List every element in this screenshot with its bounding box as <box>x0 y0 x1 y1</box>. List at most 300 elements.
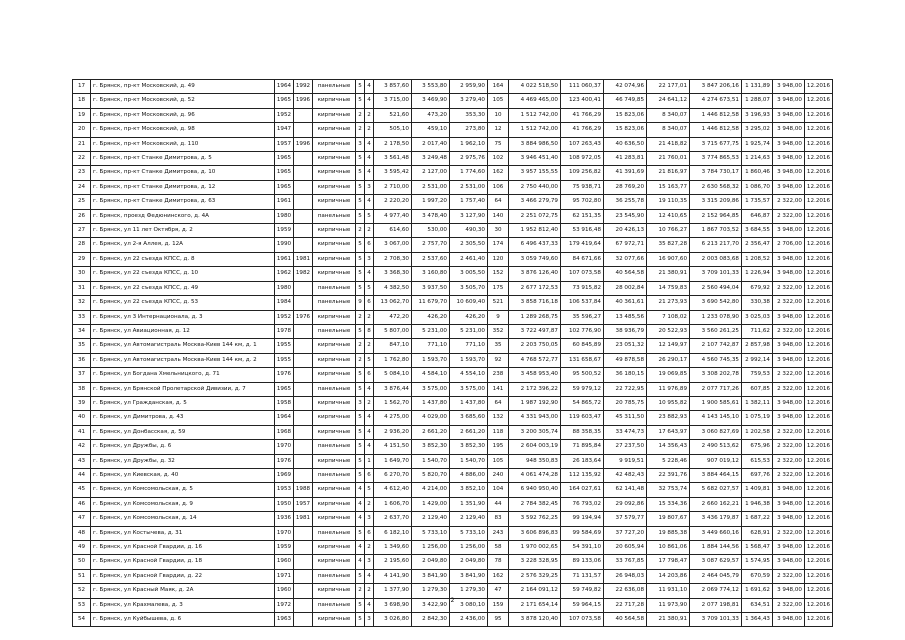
table-cell: 1970 <box>275 440 294 454</box>
table-cell: 2 171 654,14 <box>509 598 561 612</box>
table-row <box>73 137 833 151</box>
table-row <box>73 209 833 223</box>
table-cell: 4 151,50 <box>374 440 412 454</box>
table-cell: 2 322,00 <box>773 368 805 382</box>
table-cell: 37 <box>73 368 91 382</box>
table-cell: 4 <box>365 411 374 425</box>
table-cell: 19 885,38 <box>647 526 690 540</box>
table-cell: 5 231,00 <box>450 324 488 338</box>
table-cell: 5 228,46 <box>647 454 690 468</box>
table-cell: 1 946,38 <box>742 497 773 511</box>
table-cell: 62 141,48 <box>604 483 647 497</box>
table-cell: 2 <box>356 224 365 238</box>
table-cell: 2 322,00 <box>773 382 805 396</box>
table-cell: 175 <box>488 281 509 295</box>
table-cell: 3 948,00 <box>773 166 805 180</box>
table-cell: 2 322,00 <box>773 569 805 583</box>
table-cell: 20 522,93 <box>647 324 690 338</box>
table-cell: 29 092,86 <box>604 497 647 511</box>
table-cell: 1 762,80 <box>374 353 412 367</box>
table-cell: 2 322,00 <box>773 598 805 612</box>
table-cell: 12.2016 <box>805 541 833 555</box>
table-cell: 12.2016 <box>805 80 833 94</box>
table-row <box>73 512 833 526</box>
table-cell: 41 391,69 <box>604 166 647 180</box>
table-cell: 54 865,72 <box>561 396 604 410</box>
table-cell: 3 196,93 <box>742 108 773 122</box>
table-cell: панельные <box>313 80 356 94</box>
table-cell: 2 <box>365 584 374 598</box>
table-cell: 3 948,00 <box>773 310 805 324</box>
table-cell: 60 845,89 <box>561 339 604 353</box>
table-cell: 4 <box>356 555 365 569</box>
table-cell: 4 768 572,77 <box>509 353 561 367</box>
table-cell: 2 <box>356 584 365 598</box>
table-cell: 1960 <box>275 584 294 598</box>
table-cell: 5 <box>356 425 365 439</box>
table-cell: 89 133,06 <box>561 555 604 569</box>
table-cell: 1957 <box>275 137 294 151</box>
table-cell: 490,30 <box>450 224 488 238</box>
table-cell: 3 127,90 <box>450 209 488 223</box>
table-cell: 5 <box>365 353 374 367</box>
table-cell: 2 531,00 <box>450 180 488 194</box>
table-cell: 195 <box>488 440 509 454</box>
table-cell: 4 331 943,00 <box>509 411 561 425</box>
table-cell: 3 841,90 <box>412 569 450 583</box>
table-cell: 3 026,80 <box>374 613 412 627</box>
table-cell: 1 446 812,58 <box>690 108 742 122</box>
table-cell: 5 <box>356 94 365 108</box>
table-cell: 3 <box>365 613 374 627</box>
table-cell: 2 129,40 <box>450 512 488 526</box>
table-cell: 4 584,10 <box>412 368 450 382</box>
table-cell: 1947 <box>275 123 294 137</box>
table-cell: 28 002,84 <box>604 281 647 295</box>
table-cell: г. Брянск, ул Богдана Хмельницкого, д. 71 <box>91 368 275 382</box>
table-cell: 12.2016 <box>805 296 833 310</box>
table-cell: 3 005,50 <box>450 267 488 281</box>
table-cell: 123 400,41 <box>561 94 604 108</box>
table-cell: 23 <box>73 166 91 180</box>
table-cell: 1 540,70 <box>412 454 450 468</box>
table-cell: 17 <box>73 80 91 94</box>
table-cell: кирпичные <box>313 252 356 266</box>
table-cell: панельные <box>313 569 356 583</box>
table-cell: 107 073,58 <box>561 267 604 281</box>
table-cell: 32 753,74 <box>647 483 690 497</box>
table-cell: 5 820,70 <box>412 468 450 482</box>
table-cell: 5 807,00 <box>374 324 412 338</box>
table-cell: 20 785,75 <box>604 396 647 410</box>
table-row <box>73 238 833 252</box>
table-cell: 240 <box>488 468 509 482</box>
table-cell: 521,60 <box>374 108 412 122</box>
table-cell: 12.2016 <box>805 483 833 497</box>
table-cell: 83 <box>488 512 509 526</box>
table-cell: 614,60 <box>374 224 412 238</box>
table-cell: 1952 <box>275 108 294 122</box>
table-cell: 2 630 568,32 <box>690 180 742 194</box>
table-cell: 3 948,00 <box>773 108 805 122</box>
table-cell: 3 876,44 <box>374 382 412 396</box>
table-cell: 84 671,66 <box>561 252 604 266</box>
table-cell: г. Брянск, ул Авиационная, д. 12 <box>91 324 275 338</box>
table-cell: 2 305,50 <box>450 238 488 252</box>
table-cell: 3 690 542,80 <box>690 296 742 310</box>
table-cell: 4 560 745,35 <box>690 353 742 367</box>
table-cell: 12.2016 <box>805 195 833 209</box>
table-cell: 1 409,81 <box>742 483 773 497</box>
table-cell: 521 <box>488 296 509 310</box>
table-cell: 771,10 <box>412 339 450 353</box>
table-cell: 2 220,20 <box>374 195 412 209</box>
table-cell: 3 948,00 <box>773 497 805 511</box>
table-cell <box>294 440 313 454</box>
table-cell: 11 976,89 <box>647 382 690 396</box>
table-cell: 5 <box>356 324 365 338</box>
table-cell: 2 322,00 <box>773 440 805 454</box>
table-cell: 1992 <box>294 80 313 94</box>
table-cell: 62 151,35 <box>561 209 604 223</box>
table-cell: 2 003 083,68 <box>690 252 742 266</box>
table-cell: 4 469 465,00 <box>509 94 561 108</box>
table-cell: 36 <box>73 353 91 367</box>
table-cell: 759,53 <box>742 368 773 382</box>
table-cell: 2 <box>356 339 365 353</box>
table-cell: 3 948,00 <box>773 512 805 526</box>
table-cell: 1 649,70 <box>374 454 412 468</box>
table-cell: 3 595,42 <box>374 166 412 180</box>
table-cell: г. Брянск, ул Дружбы, д. 32 <box>91 454 275 468</box>
table-cell: 4 977,40 <box>374 209 412 223</box>
table-cell <box>294 368 313 382</box>
table-cell: 1965 <box>275 180 294 194</box>
table-cell: 2 936,20 <box>374 425 412 439</box>
table-cell: 1965 <box>275 382 294 396</box>
table-cell: кирпичные <box>313 541 356 555</box>
table-cell: 42 074,96 <box>604 80 647 94</box>
table-cell: 1 377,90 <box>374 584 412 598</box>
table-cell: 1 279,30 <box>450 584 488 598</box>
table-cell: 14 759,83 <box>647 281 690 295</box>
table-cell: 3 059 749,60 <box>509 252 561 266</box>
table-cell: 10 766,27 <box>647 224 690 238</box>
table-cell: 2 857,98 <box>742 339 773 353</box>
table-cell: 12.2016 <box>805 94 833 108</box>
table-cell: 37 727,20 <box>604 526 647 540</box>
table-cell: 3 852,10 <box>450 483 488 497</box>
table-cell: 3 878 120,40 <box>509 613 561 627</box>
table-cell: 12.2016 <box>805 152 833 166</box>
table-cell: 22 <box>73 152 91 166</box>
table-cell: 131 658,67 <box>561 353 604 367</box>
table-cell: 1 687,22 <box>742 512 773 526</box>
table-cell: 14 356,43 <box>647 440 690 454</box>
table-cell: 75 938,71 <box>561 180 604 194</box>
table-cell: 3 295,02 <box>742 123 773 137</box>
table-cell: г. Брянск, ул Брянской Пролетарской Дивизии, д. 7 <box>91 382 275 396</box>
table-cell: панельные <box>313 598 356 612</box>
table-cell: 2 <box>365 108 374 122</box>
table-cell: 1 <box>365 454 374 468</box>
table-cell: 3 561,48 <box>374 152 412 166</box>
table-cell: 2 436,00 <box>450 613 488 627</box>
table-cell: кирпичные <box>313 339 356 353</box>
table-cell: 15 334,36 <box>647 497 690 511</box>
table-row <box>73 108 833 122</box>
table-cell: 40 361,61 <box>604 296 647 310</box>
table-cell: 5 <box>356 238 365 252</box>
table-cell <box>294 382 313 396</box>
table-cell: 22 391,76 <box>647 468 690 482</box>
table-cell: 12.2016 <box>805 137 833 151</box>
table-cell: 3 553,80 <box>412 80 450 94</box>
table-cell: 1 860,46 <box>742 166 773 180</box>
table-cell: 3 <box>356 137 365 151</box>
table-cell: 5 733,10 <box>450 526 488 540</box>
table-cell: 1 233 078,90 <box>690 310 742 324</box>
table-cell: 1970 <box>275 526 294 540</box>
table-cell: 12.2016 <box>805 569 833 583</box>
table-cell: 38 <box>73 382 91 396</box>
table-cell: 679,92 <box>742 281 773 295</box>
table-cell: 26 290,17 <box>647 353 690 367</box>
table-cell: г. Брянск, ул Автомагистраль Москва-Киев 144 км, д. 2 <box>91 353 275 367</box>
table-cell: 21 816,97 <box>647 166 690 180</box>
table-row <box>73 613 833 627</box>
table-cell: кирпичные <box>313 497 356 511</box>
table-cell: 907 019,12 <box>690 454 742 468</box>
table-cell: 24 <box>73 180 91 194</box>
table-cell: 105 <box>488 454 509 468</box>
table-row <box>73 324 833 338</box>
table-cell: 1950 <box>275 497 294 511</box>
table-cell: 34 <box>73 324 91 338</box>
table-cell: 4 214,00 <box>412 483 450 497</box>
table-cell: 3 025,03 <box>742 310 773 324</box>
table-cell: 1 867 703,52 <box>690 224 742 238</box>
table-cell: 2 <box>365 224 374 238</box>
table-cell: 1962 <box>275 267 294 281</box>
table-cell: 9 <box>356 296 365 310</box>
table-cell: 3 715,00 <box>374 94 412 108</box>
table-cell: 4 <box>365 94 374 108</box>
table-cell: 3 200 305,74 <box>509 425 561 439</box>
table-cell: 2 129,40 <box>412 512 450 526</box>
table-cell: 22 717,28 <box>604 598 647 612</box>
table-cell: 46 749,85 <box>604 94 647 108</box>
table-cell: 4 274 673,51 <box>690 94 742 108</box>
table-cell: 2 637,70 <box>374 512 412 526</box>
table-cell: 1 574,95 <box>742 555 773 569</box>
table-cell: 1959 <box>275 541 294 555</box>
table-cell: 4 061 474,28 <box>509 468 561 482</box>
table-cell: г. Брянск, ул 22 съезда КПСС, д. 49 <box>91 281 275 295</box>
table-cell: 7 108,02 <box>647 310 690 324</box>
table-cell: 3 722 497,87 <box>509 324 561 338</box>
table-cell: 615,53 <box>742 454 773 468</box>
table-cell: кирпичные <box>313 396 356 410</box>
table-cell: 164 027,61 <box>561 483 604 497</box>
table-cell: 2 322,00 <box>773 324 805 338</box>
table-cell: 4 275,00 <box>374 411 412 425</box>
table-cell: 42 <box>73 440 91 454</box>
table-cell: 5 <box>356 613 365 627</box>
table-cell: 12.2016 <box>805 224 833 238</box>
table-cell: 5 <box>356 267 365 281</box>
table-body <box>73 80 833 627</box>
table-cell: 2 490 513,62 <box>690 440 742 454</box>
table-cell: 159 <box>488 598 509 612</box>
table-cell: 1 202,58 <box>742 425 773 439</box>
table-cell: г. Брянск, ул Красный Маяк, д. 2А <box>91 584 275 598</box>
table-cell: 3 505,70 <box>450 281 488 295</box>
table-cell: 3 774 865,53 <box>690 152 742 166</box>
table-cell: 64 <box>488 195 509 209</box>
table-cell: 12.2016 <box>805 368 833 382</box>
table-cell: 3 957 155,55 <box>509 166 561 180</box>
table-cell: 12.2016 <box>805 613 833 627</box>
table-cell: 10 609,40 <box>450 296 488 310</box>
table-cell: 12.2016 <box>805 252 833 266</box>
table-cell: 3 <box>365 555 374 569</box>
table-cell: г. Брянск, проезд Федюнинского, д. 4А <box>91 209 275 223</box>
housing-register-table <box>72 79 833 627</box>
table-cell: 12.2016 <box>805 584 833 598</box>
table-cell: 3 422,90 <box>412 598 450 612</box>
table-cell: 670,59 <box>742 569 773 583</box>
table-cell: 711,62 <box>742 324 773 338</box>
table-cell: кирпичные <box>313 152 356 166</box>
table-cell: г. Брянск, ул Киевская, д. 40 <box>91 468 275 482</box>
table-cell: 5 <box>356 440 365 454</box>
table-cell <box>294 555 313 569</box>
table-row <box>73 425 833 439</box>
table-cell: г. Брянск, ул Автомагистраль Москва-Киев 144 км, д. 1 <box>91 339 275 353</box>
table-cell: 162 <box>488 166 509 180</box>
table-cell: 3 948,00 <box>773 411 805 425</box>
table-cell: 4 <box>356 497 365 511</box>
table-cell: 1961 <box>275 195 294 209</box>
table-cell: 3 948,00 <box>773 584 805 598</box>
table-cell: г. Брянск, ул 11 лет Октября, д. 2 <box>91 224 275 238</box>
table-cell: 132 <box>488 411 509 425</box>
table-cell: г. Брянск, пр-кт Московский, д. 49 <box>91 80 275 94</box>
table-cell: 13 062,70 <box>374 296 412 310</box>
table-cell: 2 017,40 <box>412 137 450 151</box>
table-cell: 23 545,90 <box>604 209 647 223</box>
table-cell: 19 110,35 <box>647 195 690 209</box>
table-cell: 3 249,48 <box>412 152 450 166</box>
table-cell: 4 <box>365 80 374 94</box>
table-cell: 12.2016 <box>805 281 833 295</box>
table-cell <box>294 613 313 627</box>
table-cell: 3 067,00 <box>374 238 412 252</box>
table-cell: 9 <box>488 310 509 324</box>
table-cell <box>294 152 313 166</box>
table-cell: 14 203,86 <box>647 569 690 583</box>
table-cell: 1957 <box>294 497 313 511</box>
table-cell: 1 351,90 <box>450 497 488 511</box>
table-cell: 3 876 126,40 <box>509 267 561 281</box>
table-cell: 1 900 585,61 <box>690 396 742 410</box>
table-cell: 1 987 192,90 <box>509 396 561 410</box>
table-cell: 4 <box>365 195 374 209</box>
table-cell: 2 322,00 <box>773 425 805 439</box>
table-cell: 40 564,58 <box>604 613 647 627</box>
table-cell: 3 <box>365 252 374 266</box>
table-cell: 2 069 774,12 <box>690 584 742 598</box>
table-cell: 17 643,97 <box>647 425 690 439</box>
table-cell: г. Брянск, пр-кт Станке Димитрова, д. 63 <box>91 195 275 209</box>
table-cell: 99 584,69 <box>561 526 604 540</box>
table-cell: 3 948,00 <box>773 339 805 353</box>
table-cell: 4 <box>365 598 374 612</box>
table-cell: 24 641,12 <box>647 94 690 108</box>
table-cell: 1 691,62 <box>742 584 773 598</box>
table-row <box>73 195 833 209</box>
table-cell: 12.2016 <box>805 180 833 194</box>
table-cell: 3 948,00 <box>773 137 805 151</box>
table-cell: 26 948,03 <box>604 569 647 583</box>
table-cell: 141 <box>488 382 509 396</box>
table-cell <box>294 584 313 598</box>
table-cell: 10 <box>488 108 509 122</box>
table-cell: 4 <box>365 267 374 281</box>
table-cell: 49 878,58 <box>604 353 647 367</box>
table-cell: 45 <box>73 483 91 497</box>
table-cell: 847,10 <box>374 339 412 353</box>
table-cell: 4 <box>356 512 365 526</box>
table-cell: 1965 <box>275 152 294 166</box>
table-cell: 6 496 437,33 <box>509 238 561 252</box>
table-cell: 3 852,30 <box>412 440 450 454</box>
table-cell: 99 194,94 <box>561 512 604 526</box>
table-cell: 12.2016 <box>805 396 833 410</box>
table-cell: 12.2016 <box>805 108 833 122</box>
table-cell: 6 270,70 <box>374 468 412 482</box>
table-cell: 12 <box>488 123 509 137</box>
table-cell: 21 <box>73 137 91 151</box>
table-cell: 3 575,00 <box>450 382 488 396</box>
table-cell: кирпичные <box>313 166 356 180</box>
table-cell: 2 322,00 <box>773 209 805 223</box>
table-cell: 5 084,10 <box>374 368 412 382</box>
table-cell: 1964 <box>275 411 294 425</box>
table-cell: 3 948,00 <box>773 152 805 166</box>
table-cell: 2 <box>365 123 374 137</box>
table-cell: 1 364,43 <box>742 613 773 627</box>
table-cell: 5 <box>356 526 365 540</box>
table-cell: кирпичные <box>313 238 356 252</box>
table-cell: 1980 <box>275 281 294 295</box>
table-row <box>73 454 833 468</box>
table-cell <box>294 166 313 180</box>
table-cell <box>294 541 313 555</box>
table-cell: 1 925,74 <box>742 137 773 151</box>
table-row <box>73 310 833 324</box>
table-cell: 12.2016 <box>805 382 833 396</box>
table-cell: г. Брянск, ул Комсомольская, д. 14 <box>91 512 275 526</box>
table-cell: кирпичные <box>313 123 356 137</box>
table-cell: 1955 <box>275 353 294 367</box>
table-cell: 102 776,90 <box>561 324 604 338</box>
table-cell: 5 <box>356 195 365 209</box>
table-cell: 771,10 <box>450 339 488 353</box>
table-cell <box>294 353 313 367</box>
table-cell: г. Брянск, ул Куйбышева, д. 6 <box>91 613 275 627</box>
